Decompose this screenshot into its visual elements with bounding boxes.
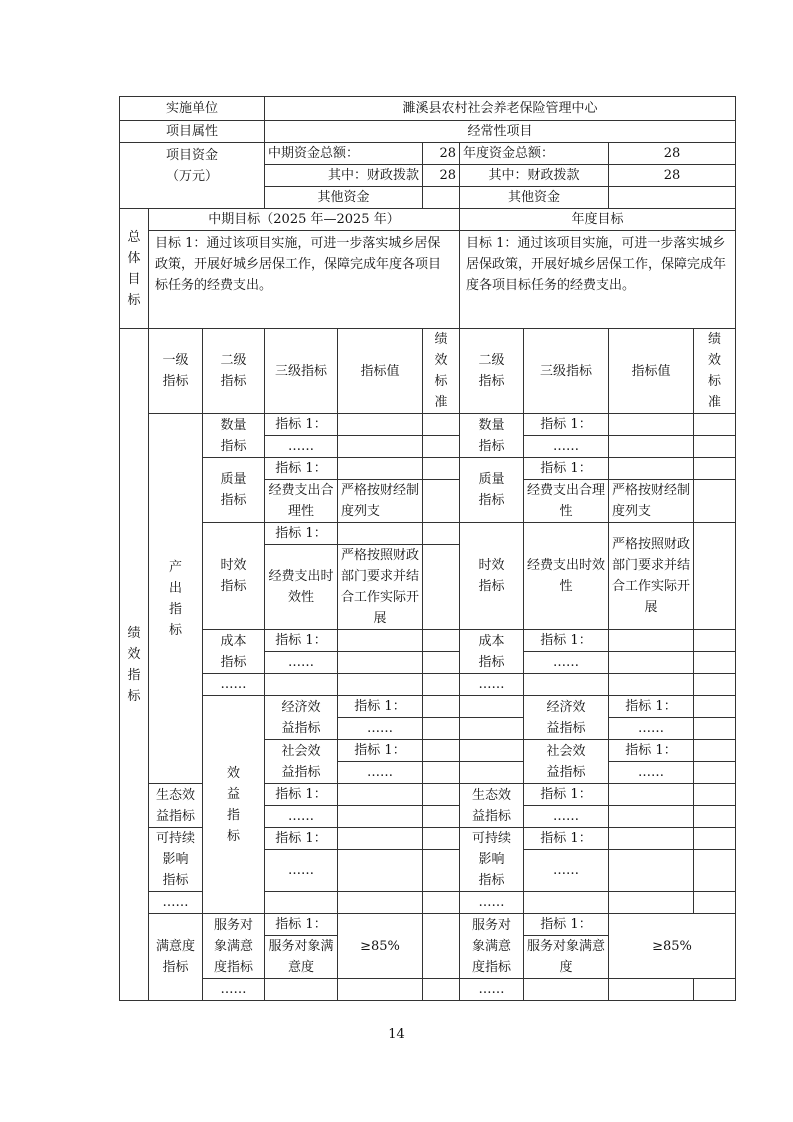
- cell-empty: [423, 414, 460, 436]
- cell-empty: [609, 850, 694, 892]
- col-level2: 二级 指标: [203, 329, 265, 414]
- ellipsis-year: ……: [460, 674, 524, 696]
- col-level2-year: 二级 指标: [460, 329, 524, 414]
- cell-empty: [694, 630, 736, 652]
- timeliness-label: 时效 指标: [203, 523, 265, 630]
- social-label-year: 社会效 益指标: [524, 740, 609, 784]
- ecological-label: 生态效 益指标: [149, 784, 203, 828]
- indicator-1: 指标 1：: [265, 630, 338, 652]
- cell-empty: [609, 674, 694, 696]
- cell-empty: [338, 674, 423, 696]
- cell-empty: [694, 696, 736, 718]
- cell-empty: [694, 718, 736, 740]
- timeliness-label-year: 时效 指标: [460, 523, 524, 630]
- year-fiscal-label: 其中：财政拨款: [460, 165, 609, 187]
- cell-empty: [265, 892, 338, 914]
- indicator-1-year: 指标 1：: [524, 914, 609, 936]
- cell-empty: [338, 806, 423, 828]
- service-label: 服务对 象满意 度指标: [203, 914, 265, 979]
- page-number: 14: [388, 1027, 405, 1042]
- indicator-1: 指标 1：: [265, 458, 338, 480]
- col-level1: 一级 指标: [149, 329, 203, 414]
- expense-compliance-year: 经费支出合理性: [524, 480, 609, 523]
- cell-empty: [694, 762, 736, 784]
- indicator-1: 指标 1：: [265, 523, 338, 545]
- unit-label: 实施单位: [120, 97, 265, 121]
- cell-empty: [338, 458, 423, 480]
- indicator-1: 指标 1：: [265, 784, 338, 806]
- social-label: 社会效 益指标: [265, 740, 338, 784]
- cell-empty: [423, 696, 460, 718]
- cost-label-year: 成本 指标: [460, 630, 524, 674]
- satisfaction-label: 满意度 指标: [149, 914, 203, 1001]
- mid-fiscal-label: 其中：财政拨款: [265, 165, 423, 187]
- indicator-1-year: 指标 1：: [524, 414, 609, 436]
- mid-goal-text: 目标 1：通过该项目实施，可进一步落实城乡居保政策，开展好城乡居保工作，保障完成年度各项目标任务的经费支出。: [149, 231, 460, 329]
- year-other-label: 其他资金: [460, 187, 609, 209]
- cell-empty: [338, 523, 423, 545]
- quantity-label-year: 数量 指标: [460, 414, 524, 458]
- cell-empty: [694, 523, 736, 630]
- cell-empty: [609, 892, 694, 914]
- output-label: 产 出 指 标: [149, 414, 203, 784]
- cell-empty: [524, 979, 609, 1001]
- cell-empty: [423, 652, 460, 674]
- year-other-value: [609, 187, 736, 209]
- col-value: 指标值: [338, 329, 423, 414]
- cell-empty: [423, 674, 460, 696]
- unit-value: 濉溪县农村社会养老保险管理中心: [265, 97, 736, 121]
- ellipsis: ……: [265, 436, 338, 458]
- cell-empty: [460, 696, 524, 718]
- indicator-1-year: 指标 1：: [609, 696, 694, 718]
- quantity-label: 数量 指标: [203, 414, 265, 458]
- indicator-1-year: 指标 1：: [524, 458, 609, 480]
- ellipsis-year: ……: [460, 892, 524, 914]
- cell-empty: [423, 806, 460, 828]
- indicator-1: 指标 1：: [338, 740, 423, 762]
- cell-empty: [609, 979, 694, 1001]
- col-level3-year: 三级指标: [524, 329, 609, 414]
- cell-empty: [265, 674, 338, 696]
- cell-empty: [338, 414, 423, 436]
- cell-empty: [694, 436, 736, 458]
- cell-empty: [694, 806, 736, 828]
- economic-label-year: 经济效 益指标: [524, 696, 609, 740]
- mid-total-value: 28: [423, 143, 460, 165]
- cell-empty: [423, 740, 460, 762]
- cell-empty: [423, 630, 460, 652]
- cell-empty: [423, 762, 460, 784]
- ellipsis-year: ……: [609, 762, 694, 784]
- cell-empty: [423, 436, 460, 458]
- mid-total-label: 中期资金总额：: [265, 143, 423, 165]
- ellipsis: ……: [203, 979, 265, 1001]
- service-label-year: 服务对 象满意 度指标: [460, 914, 524, 979]
- cell-empty: [460, 762, 524, 784]
- cell-empty: [694, 480, 736, 523]
- indicator-1: 指标 1：: [265, 914, 338, 936]
- expense-timeliness-value-year: 严格按照财政部门要求并结合工作实际开展: [609, 523, 694, 630]
- ellipsis-year: ……: [524, 850, 609, 892]
- mid-other-value: [423, 187, 460, 209]
- expense-compliance-value-year: 严格按财经制度列支: [609, 480, 694, 523]
- cell-empty: [423, 914, 460, 979]
- ellipsis-year: ……: [460, 979, 524, 1001]
- cell-empty: [423, 850, 460, 892]
- cell-empty: [423, 523, 460, 545]
- expense-compliance-value: 严格按财经制度列支: [338, 480, 423, 523]
- ellipsis: ……: [203, 674, 265, 696]
- ellipsis: ……: [265, 806, 338, 828]
- performance-target-table: [119, 96, 736, 1001]
- cell-empty: [338, 436, 423, 458]
- attr-value: 经常性项目: [265, 121, 736, 143]
- col-std-year: 绩 效 标 准: [694, 329, 736, 414]
- cell-empty: [694, 652, 736, 674]
- service-satisfaction-value: ≥85%: [338, 914, 423, 979]
- col-std: 绩 效 标 准: [423, 329, 460, 414]
- cell-empty: [694, 414, 736, 436]
- year-goal-text: 目标 1：通过该项目实施，可进一步落实城乡居保政策，开展好城乡居保工作，保障完成年度各项目标任务的经费支出。: [460, 231, 736, 329]
- economic-label: 经济效 益指标: [265, 696, 338, 740]
- benefit-label: 效 益 指 标: [203, 696, 265, 914]
- year-fiscal-value: 28: [609, 165, 736, 187]
- cell-empty: [694, 740, 736, 762]
- ellipsis-year: ……: [524, 806, 609, 828]
- cell-empty: [609, 414, 694, 436]
- cell-empty: [423, 480, 460, 523]
- cell-empty: [460, 718, 524, 740]
- mid-fiscal-value: 28: [423, 165, 460, 187]
- attr-label: 项目属性: [120, 121, 265, 143]
- sustainable-label: 可持续 影响 指标: [149, 828, 203, 892]
- col-level3: 三级指标: [265, 329, 338, 414]
- expense-compliance: 经费支出合理性: [265, 480, 338, 523]
- cell-empty: [609, 630, 694, 652]
- cell-empty: [338, 652, 423, 674]
- cell-empty: [423, 458, 460, 480]
- cell-empty: [338, 850, 423, 892]
- funds-label: 项目资金 （万元）: [120, 143, 265, 209]
- cell-empty: [609, 436, 694, 458]
- cost-label: 成本 指标: [203, 630, 265, 674]
- ellipsis: ……: [265, 850, 338, 892]
- cell-empty: [423, 545, 460, 630]
- cell-empty: [609, 828, 694, 850]
- cell-empty: [423, 828, 460, 850]
- service-satisfaction: 服务对象满意度: [265, 936, 338, 979]
- cell-empty: [338, 784, 423, 806]
- ecological-label-year: 生态效 益指标: [460, 784, 524, 828]
- perf-section-label: 绩 效 指 标: [120, 329, 149, 1001]
- cell-empty: [609, 806, 694, 828]
- service-satisfaction-value-year: ≥85%: [609, 914, 736, 979]
- cell-empty: [338, 630, 423, 652]
- service-satisfaction-year: 服务对象满意度: [524, 936, 609, 979]
- sustainable-label-year: 可持续 影响 指标: [460, 828, 524, 892]
- col-value-year: 指标值: [609, 329, 694, 414]
- mid-other-label: 其他资金: [265, 187, 423, 209]
- quality-label: 质量 指标: [203, 458, 265, 523]
- quality-label-year: 质量 指标: [460, 458, 524, 523]
- cell-empty: [524, 892, 609, 914]
- expense-timeliness: 经费支出时效性: [265, 545, 338, 630]
- cell-empty: [460, 740, 524, 762]
- cell-empty: [338, 828, 423, 850]
- cell-empty: [338, 892, 423, 914]
- cell-empty: [694, 828, 736, 850]
- cell-empty: [694, 674, 736, 696]
- ellipsis: ……: [338, 762, 423, 784]
- year-goal-header: 年度目标: [460, 209, 736, 231]
- indicator-1-year: 指标 1：: [524, 784, 609, 806]
- indicator-1-year: 指标 1：: [609, 740, 694, 762]
- ellipsis-year: ……: [524, 652, 609, 674]
- cell-empty: [524, 674, 609, 696]
- cell-empty: [694, 458, 736, 480]
- cell-empty: [694, 979, 736, 1001]
- cell-empty: [609, 784, 694, 806]
- ellipsis-year: ……: [524, 436, 609, 458]
- cell-empty: [338, 979, 423, 1001]
- expense-timeliness-value: 严格按照财政部门要求并结合工作实际开展: [338, 545, 423, 630]
- expense-timeliness-year: 经费支出时效性: [524, 523, 609, 630]
- indicator-1: 指标 1：: [265, 414, 338, 436]
- ellipsis-year: ……: [609, 718, 694, 740]
- goals-section-label: 总 体 目 标: [120, 209, 149, 329]
- ellipsis: ……: [338, 718, 423, 740]
- indicator-1: 指标 1：: [265, 828, 338, 850]
- cell-empty: [423, 718, 460, 740]
- year-total-value: 28: [609, 143, 736, 165]
- cell-empty: [609, 458, 694, 480]
- cell-empty: [694, 784, 736, 806]
- year-total-label: 年度资金总额：: [460, 143, 609, 165]
- cell-empty: [423, 979, 460, 1001]
- mid-goal-header: 中期目标（2025 年—2025 年）: [149, 209, 460, 231]
- cell-empty: [423, 784, 460, 806]
- indicator-1-year: 指标 1：: [524, 630, 609, 652]
- cell-empty: [423, 892, 460, 914]
- ellipsis: ……: [149, 892, 203, 914]
- cell-empty: [694, 850, 736, 892]
- cell-empty: [609, 652, 694, 674]
- indicator-1-year: 指标 1：: [524, 828, 609, 850]
- ellipsis: ……: [265, 652, 338, 674]
- cell-empty: [694, 892, 736, 914]
- indicator-1: 指标 1：: [338, 696, 423, 718]
- cell-empty: [265, 979, 338, 1001]
